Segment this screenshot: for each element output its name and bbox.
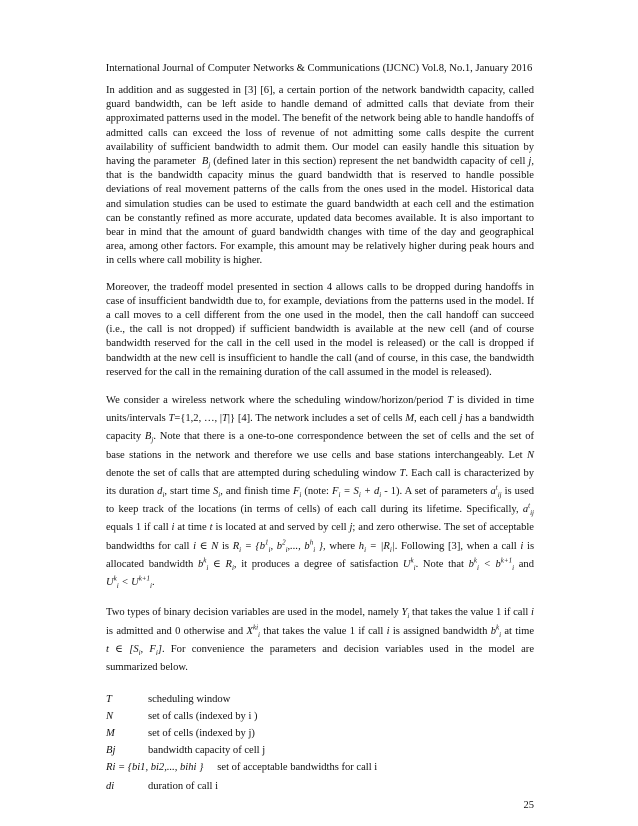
definition-row: Ri = {bi1, bi2,..., bihi } set of acceptable bandwidths for call i xyxy=(106,762,378,774)
definitions-list xyxy=(106,693,534,797)
definition-row: di duration of call i xyxy=(106,781,218,793)
journal-header: International Journal of Computer Networks & Communications (IJCNC) Vol.8, No.1, January 2016 xyxy=(105,63,533,74)
definition-row: Bj bandwidth capacity of cell j xyxy=(106,745,266,757)
definition-row: N set of calls (indexed by i ) xyxy=(106,711,258,723)
paragraph-tradeoff-model: Moreover, the tradeoff model presented in section 4 allows calls to be dropped during handoffs in case of insufficient bandwidth due to, for example, deviations from the patterns used in the model. If a call moves to a cell different from the one used in the model, then the call handoff can succeed (i.e., the call is not dropped) if sufficient bandwidth is available at the new cell (and of course bandwidth reserved for the call in the cell used in the model is released) or the call is dropped if bandwidth at the new cell is insufficient to handle the call (and of course, in this case, the bandwidth reserved for the call in the remaining duration of the call assumed in the model is released). xyxy=(106,281,534,378)
definition-row: T scheduling window xyxy=(106,694,231,706)
paragraph-network-model: We consider a wireless network where the scheduling window/horizon/period T is divided in time units/intervals T={1,2, …, |T|} [4]. The network includes a set of cells M, each cell j has a bandwidth capacity $B_j$. Note that there is a one-to-one correspondence between the set of cells and the set of base stations in the network and therefore we use cells and base stations interchangeably. Let N denote the set of calls that are attempted during scheduling window T. Each call is characterized by its duration $d_i$, start time $S_i$, and finish time $F_i$ (note: $F_i = S_i + d_i - 1$). A set of parameters $a^t_{ij}$ is used to keep track of the locations (in terms of cells) of each call during its lifetime. Specifically, $a^t_{ij}$ equals 1 if call i at time t is located at and served by cell j; and zero otherwise. The set of acceptable bandwidths for call i ∈ N is $R_i = \{b^1_i$, $b^2_i$,..., $b^h_i$ }, where $h_i = |R_i|$. Following [3], when a call i is allocated bandwidth $b^k_i$ ∈ $R_i$, it produces a degree of satisfaction $U^k_i$. Note that $b^k_i < b^{k+1}_i$ and $U^k_i < U^{k+1}_i$. xyxy=(106,395,535,591)
symbol-bj: $B_j$ xyxy=(201,156,211,170)
paragraph-guard-bandwidth: In addition and as suggested in [3] [6], a certain portion of the network bandwidth capacity, called guard bandwidth, can be left aside to handle demand of admitted calls that deviate from their approximated patterns used in the model. The benefit of the network being able to handle handoffs of admitted calls can exceed the loss of revenue of not admitting some calls despite the current availability of sufficient bandwidth to admit them. Our model can easily handle this situation by having the parameter $B_j$ (defined later in this section) represent the net bandwidth capacity of cell j, that is the bandwidth capacity minus the guard bandwidth that is reserved to handle possible deviations of real movement patterns of the calls from the ones used in the model. Historical data and simulation studies can be used to estimate the guard bandwidth at each cell and the estimation can be constantly refined as more accurate, updated data becomes available. It is also important to bear in mind that the amount of guard bandwidth changes with time of the day and geographical area, among other factors. For example, this amount may be relatively higher during peak hours and in cells where call mobility is higher. xyxy=(106,85,534,267)
paragraph-decision-variables: Two types of binary decision variables are used in the model, namely $Y_i$ that takes the value 1 if call i is admitted and 0 otherwise and $X^{ki}_i$ that takes the value 1 if call i is assigned bandwidth $b^k_i$ at time t ∈ [$S_i$, $F_i$]. For convenience the parameters and decision variables used in the model are summarized below. xyxy=(106,607,535,673)
definition-row: M set of cells (indexed by j) xyxy=(106,728,255,740)
page-number: 25 xyxy=(523,800,534,811)
body-text xyxy=(106,84,534,797)
